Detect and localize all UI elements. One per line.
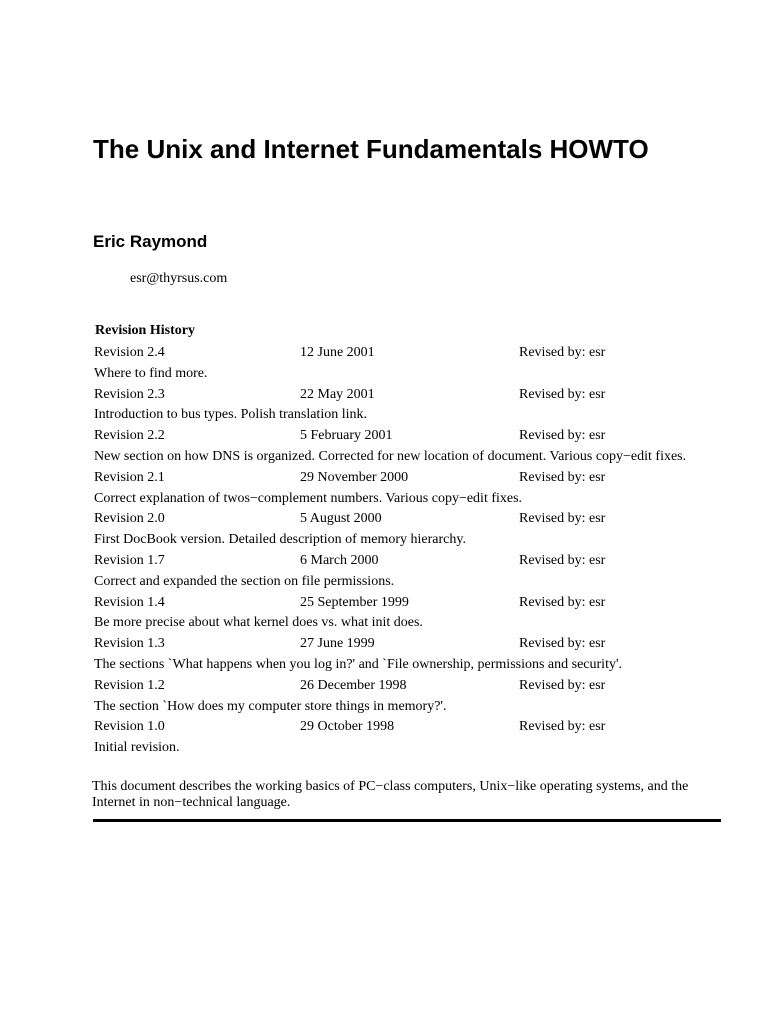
revision-author: Revised by: esr bbox=[519, 428, 606, 444]
revision-number: Revision 2.4 bbox=[94, 345, 165, 360]
revision-number: Revision 1.4 bbox=[94, 594, 165, 610]
revision-header-line bbox=[94, 593, 734, 614]
revision-date: 5 February 2001 bbox=[300, 428, 393, 444]
revision-number: Revision 1.7 bbox=[94, 552, 165, 568]
revision-entry bbox=[94, 385, 734, 427]
revision-entry bbox=[94, 717, 734, 759]
revision-header-line bbox=[94, 676, 734, 697]
revision-header-line bbox=[94, 509, 734, 530]
revision-header-line bbox=[94, 426, 734, 447]
revision-author: Revised by: esr bbox=[519, 345, 606, 360]
revision-number: Revision 2.0 bbox=[94, 511, 165, 527]
revision-date: 29 November 2000 bbox=[300, 469, 409, 485]
horizontal-rule bbox=[93, 819, 721, 822]
revision-header-line bbox=[94, 343, 734, 364]
revision-date: 25 September 1999 bbox=[300, 594, 409, 610]
revision-description: First DocBook version. Detailed description of memory hierarchy. bbox=[94, 532, 466, 548]
revision-entry bbox=[94, 509, 734, 551]
revision-author: Revised by: esr bbox=[519, 386, 606, 402]
revision-author: Revised by: esr bbox=[519, 511, 606, 527]
revision-number: Revision 1.2 bbox=[94, 677, 165, 693]
revision-entry bbox=[94, 551, 734, 593]
revision-author: Revised by: esr bbox=[519, 594, 606, 610]
revision-header-line bbox=[94, 634, 734, 655]
revision-author: Revised by: esr bbox=[519, 552, 606, 568]
revision-date: 26 December 1998 bbox=[300, 677, 407, 693]
revision-number: Revision 2.1 bbox=[94, 469, 165, 485]
revision-header-line bbox=[94, 385, 734, 406]
abstract-paragraph: This document describes the working basics of PC−class computers, Unix−like operating systems, and the Internet in non−technical language. bbox=[92, 779, 689, 810]
revision-number: Revision 2.2 bbox=[94, 428, 165, 444]
revision-date: 22 May 2001 bbox=[300, 386, 375, 402]
revision-description: New section on how DNS is organized. Corrected for new location of document. Various copy−edit fixes. bbox=[94, 448, 687, 464]
revision-description: Correct and expanded the section on file permissions. bbox=[94, 573, 395, 589]
revision-entry bbox=[94, 676, 734, 718]
revision-history-list bbox=[94, 343, 734, 759]
revision-date: 6 March 2000 bbox=[300, 552, 379, 568]
revision-author: Revised by: esr bbox=[519, 636, 606, 652]
revision-description: Correct explanation of twos−complement numbers. Various copy−edit fixes. bbox=[94, 490, 523, 506]
revision-number: Revision 1.0 bbox=[94, 719, 165, 735]
revision-header-line bbox=[94, 717, 734, 738]
revision-header-line bbox=[94, 551, 734, 572]
revision-entry bbox=[94, 343, 734, 385]
revision-author: Revised by: esr bbox=[519, 469, 606, 485]
revision-date: 29 October 1998 bbox=[300, 719, 395, 735]
revision-number: Revision 2.3 bbox=[94, 386, 165, 402]
revision-description: Initial revision. bbox=[94, 740, 180, 756]
revision-description: Introduction to bus types. Polish translation link. bbox=[94, 407, 367, 423]
revision-history-heading: Revision History bbox=[95, 323, 195, 338]
document-title: The Unix and Internet Fundamentals HOWTO bbox=[93, 134, 649, 164]
revision-description: The sections `What happens when you log in?' and `File ownership, permissions and security'. bbox=[94, 656, 622, 672]
revision-author: Revised by: esr bbox=[519, 719, 606, 735]
revision-number: Revision 1.3 bbox=[94, 636, 165, 652]
revision-date: 12 June 2001 bbox=[300, 345, 375, 360]
revision-entry bbox=[94, 426, 734, 468]
revision-author: Revised by: esr bbox=[519, 677, 606, 693]
revision-header-line bbox=[94, 468, 734, 489]
author-name: Eric Raymond bbox=[93, 232, 208, 251]
revision-date: 27 June 1999 bbox=[300, 636, 375, 652]
revision-entry bbox=[94, 593, 734, 635]
revision-date: 5 August 2000 bbox=[300, 511, 382, 527]
revision-description: Where to find more. bbox=[94, 365, 208, 381]
author-email: esr@thyrsus.com bbox=[130, 271, 228, 286]
revision-entry bbox=[94, 468, 734, 510]
revision-description: Be more precise about what kernel does vs. what init does. bbox=[94, 615, 423, 631]
revision-entry bbox=[94, 634, 734, 676]
revision-description: The section `How does my computer store things in memory?'. bbox=[94, 698, 447, 714]
